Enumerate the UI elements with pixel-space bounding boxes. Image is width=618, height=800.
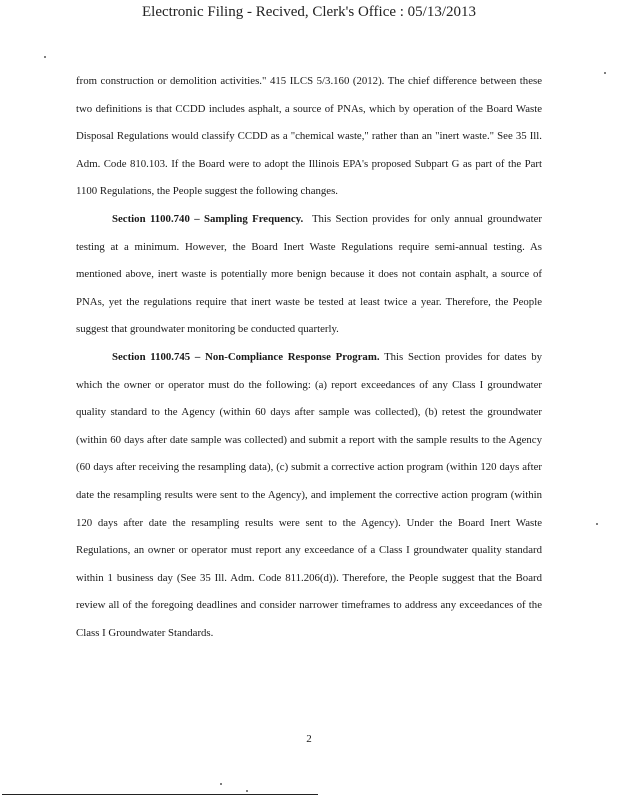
paragraph-non-compliance	[76, 344, 542, 648]
paragraph-sampling-frequency	[76, 206, 542, 344]
section-heading-1100-745: Section 1100.745 – Non-Compliance Response Program.	[112, 350, 380, 363]
scan-speck	[596, 523, 598, 525]
filing-stamp-header: Electronic Filing - Recived, Clerk's Office : 05/13/2013	[141, 4, 477, 20]
section-heading-1100-740: Section 1100.740 – Sampling Frequency.	[112, 212, 304, 225]
scan-speck	[246, 790, 248, 792]
section-body-1100-745: This Section provides for dates by which the owner or operator must do the following: (a) report exceedances of any Class I groundwater quality standard to the Agency (within 60 days after sample was collected), (b) retest the groundwater (within 60 days after date sample was collected) and submit a report with the sample results to the Agency (60 days after receiving the resampling data), (c) submit a corrective action program (within 120 days after date the resampling results were sent to the Agency), and implement the corrective action program (within 120 days after date the resampling results were sent to the Agency). Under the Board Inert Waste Regulations, an owner or operator must report any exceedance of a Class I groundwater quality standard within 1 business day (See 35 Ill. Adm. Code 811.206(d)). Therefore, the People suggest that the Board review all of the foregoing deadlines and consider narrower timeframes to address any exceedances of the Class I Groundwater Standards.	[76, 350, 542, 639]
section-body-1100-740: This Section provides for only annual groundwater testing at a minimum. However, the Board Inert Waste Regulations require semi-annual testing. As mentioned above, inert waste is potentially more benign because it does not contain asphalt, a source of PNAs, yet the regulations require that inert waste be tested at least twice a year. Therefore, the People suggest that groundwater monitoring be conducted quarterly.	[76, 212, 542, 336]
footnote-divider	[2, 794, 318, 795]
page-number: 2	[306, 733, 312, 745]
paragraph-definitions: from construction or demolition activities." 415 ILCS 5/3.160 (2012). The chief difference between these two definitions is that CCDD includes asphalt, a source of PNAs, which by operation of the Board Waste Disposal Regulations would classify CCDD as a "chemical waste," rather than an "inert waste." See 35 Ill. Adm. Code 810.103. If the Board were to adopt the Illinois EPA's proposed Subpart G as part of the Part 1100 Regulations, the People suggest the following changes.	[76, 75, 542, 198]
document-body	[76, 68, 542, 647]
scan-speck	[604, 72, 606, 74]
scan-speck	[44, 56, 46, 58]
scan-speck	[220, 783, 222, 785]
